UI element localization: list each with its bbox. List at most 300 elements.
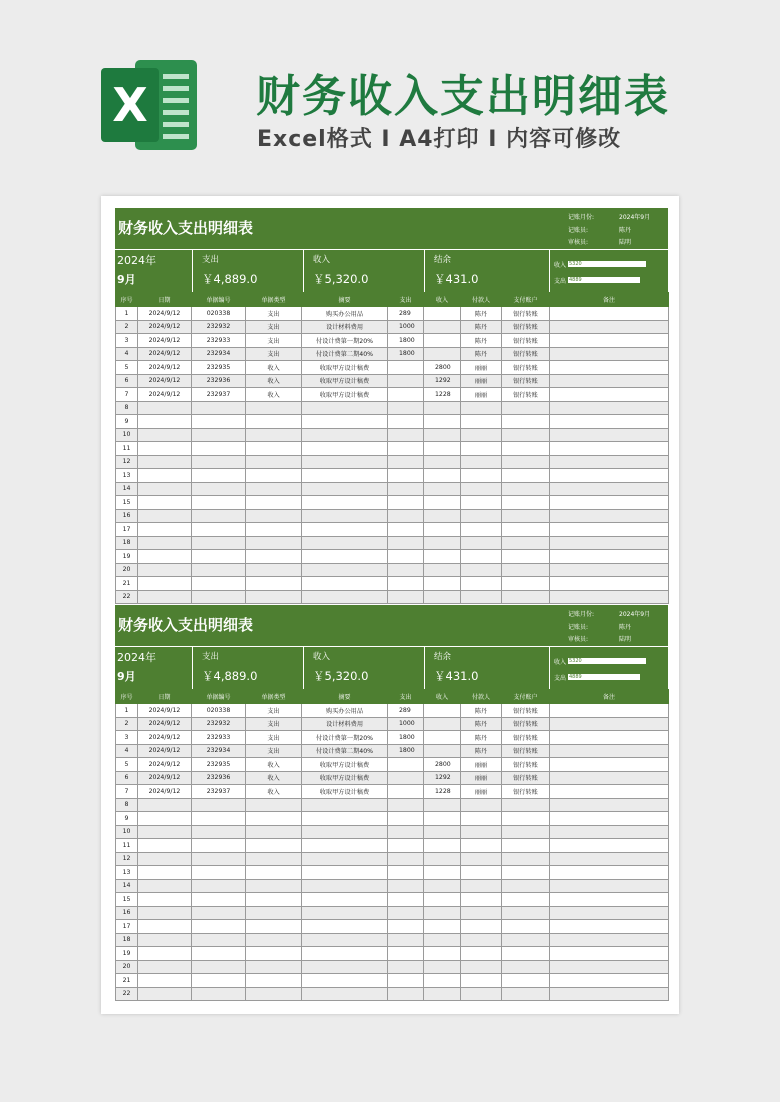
cell-date[interactable] [138,523,192,537]
cell-doc-no[interactable] [192,987,246,1001]
cell-income[interactable]: 2800 [424,361,461,375]
cell-doc-type[interactable]: 支出 [246,704,302,718]
cell-expense[interactable] [388,482,424,496]
cell-summary[interactable] [302,415,388,429]
cell-doc-no[interactable] [192,577,246,591]
cell-summary[interactable] [302,852,388,866]
cell-date[interactable]: 2024/9/12 [138,744,192,758]
cell-account[interactable] [502,906,550,920]
cell-expense[interactable] [388,577,424,591]
cell-note[interactable] [550,563,669,577]
cell-account[interactable] [502,469,550,483]
cell-seq[interactable]: 2 [116,320,138,334]
cell-account[interactable]: 银行转账 [502,307,550,321]
cell-account[interactable] [502,415,550,429]
cell-doc-type[interactable] [246,563,302,577]
cell-doc-type[interactable] [246,536,302,550]
cell-doc-type[interactable] [246,590,302,604]
cell-expense[interactable] [388,852,424,866]
cell-date[interactable] [138,893,192,907]
cell-date[interactable] [138,401,192,415]
cell-doc-type[interactable]: 支出 [246,347,302,361]
cell-account[interactable] [502,455,550,469]
cell-seq[interactable]: 18 [116,933,138,947]
cell-summary[interactable]: 付设计费第二期40% [302,347,388,361]
cell-income[interactable] [424,852,461,866]
cell-date[interactable] [138,469,192,483]
cell-payer[interactable] [461,987,502,1001]
cell-date[interactable]: 2024/9/12 [138,307,192,321]
cell-income[interactable] [424,590,461,604]
cell-seq[interactable]: 13 [116,866,138,880]
cell-payer[interactable] [461,933,502,947]
cell-seq[interactable]: 13 [116,469,138,483]
cell-doc-no[interactable] [192,812,246,826]
cell-summary[interactable]: 收取甲方设计稿费 [302,758,388,772]
cell-account[interactable]: 银行转账 [502,361,550,375]
cell-income[interactable] [424,717,461,731]
cell-seq[interactable]: 7 [116,785,138,799]
cell-expense[interactable]: 289 [388,307,424,321]
cell-doc-no[interactable]: 020338 [192,704,246,718]
cell-doc-type[interactable]: 收入 [246,361,302,375]
cell-doc-no[interactable] [192,825,246,839]
cell-expense[interactable] [388,798,424,812]
cell-date[interactable]: 2024/9/12 [138,374,192,388]
cell-doc-no[interactable]: 232932 [192,320,246,334]
cell-summary[interactable] [302,987,388,1001]
cell-doc-no[interactable]: 232935 [192,758,246,772]
cell-seq[interactable]: 10 [116,825,138,839]
cell-date[interactable] [138,550,192,564]
cell-doc-type[interactable]: 收入 [246,388,302,402]
cell-payer[interactable] [461,866,502,880]
cell-doc-no[interactable] [192,879,246,893]
cell-note[interactable] [550,744,669,758]
cell-doc-type[interactable]: 支出 [246,334,302,348]
cell-account[interactable] [502,947,550,961]
cell-summary[interactable] [302,798,388,812]
cell-payer[interactable] [461,893,502,907]
cell-summary[interactable] [302,442,388,456]
cell-income[interactable] [424,906,461,920]
cell-payer[interactable]: 丽丽 [461,771,502,785]
cell-payer[interactable] [461,455,502,469]
cell-seq[interactable]: 5 [116,361,138,375]
cell-date[interactable] [138,960,192,974]
cell-doc-type[interactable] [246,947,302,961]
cell-doc-type[interactable] [246,839,302,853]
cell-doc-type[interactable]: 收入 [246,785,302,799]
cell-doc-type[interactable]: 支出 [246,320,302,334]
cell-seq[interactable]: 17 [116,523,138,537]
cell-note[interactable] [550,509,669,523]
cell-summary[interactable] [302,563,388,577]
cell-doc-no[interactable] [192,482,246,496]
cell-doc-no[interactable] [192,550,246,564]
cell-summary[interactable] [302,879,388,893]
cell-income[interactable] [424,731,461,745]
cell-doc-type[interactable] [246,825,302,839]
cell-account[interactable]: 银行转账 [502,785,550,799]
cell-summary[interactable] [302,974,388,988]
cell-income[interactable]: 1292 [424,771,461,785]
cell-income[interactable] [424,320,461,334]
cell-doc-no[interactable] [192,947,246,961]
cell-income[interactable] [424,455,461,469]
cell-doc-no[interactable] [192,866,246,880]
cell-doc-no[interactable]: 232933 [192,334,246,348]
cell-expense[interactable] [388,974,424,988]
cell-expense[interactable] [388,785,424,799]
cell-account[interactable]: 银行转账 [502,758,550,772]
cell-payer[interactable] [461,536,502,550]
cell-doc-type[interactable]: 支出 [246,744,302,758]
cell-doc-no[interactable] [192,590,246,604]
cell-doc-no[interactable] [192,455,246,469]
cell-seq[interactable]: 20 [116,563,138,577]
cell-doc-no[interactable] [192,852,246,866]
cell-payer[interactable] [461,879,502,893]
cell-summary[interactable]: 付设计费第一期20% [302,334,388,348]
cell-note[interactable] [550,812,669,826]
cell-expense[interactable] [388,523,424,537]
cell-payer[interactable] [461,812,502,826]
cell-account[interactable] [502,974,550,988]
cell-seq[interactable]: 6 [116,771,138,785]
cell-seq[interactable]: 10 [116,428,138,442]
cell-expense[interactable] [388,469,424,483]
cell-summary[interactable] [302,825,388,839]
cell-account[interactable] [502,933,550,947]
cell-date[interactable] [138,509,192,523]
cell-note[interactable] [550,731,669,745]
cell-income[interactable]: 1292 [424,374,461,388]
cell-expense[interactable]: 1000 [388,717,424,731]
cell-account[interactable] [502,496,550,510]
cell-note[interactable] [550,496,669,510]
cell-doc-no[interactable]: 020338 [192,307,246,321]
cell-note[interactable] [550,839,669,853]
cell-income[interactable]: 1228 [424,785,461,799]
cell-account[interactable] [502,920,550,934]
cell-date[interactable] [138,987,192,1001]
cell-doc-type[interactable] [246,812,302,826]
cell-seq[interactable]: 19 [116,947,138,961]
cell-income[interactable] [424,428,461,442]
cell-seq[interactable]: 7 [116,388,138,402]
cell-note[interactable] [550,320,669,334]
cell-doc-type[interactable] [246,906,302,920]
cell-account[interactable] [502,482,550,496]
cell-summary[interactable] [302,523,388,537]
cell-income[interactable] [424,704,461,718]
cell-seq[interactable]: 3 [116,731,138,745]
cell-doc-type[interactable] [246,401,302,415]
cell-date[interactable]: 2024/9/12 [138,347,192,361]
cell-expense[interactable] [388,550,424,564]
cell-payer[interactable]: 陈丹 [461,320,502,334]
cell-doc-type[interactable] [246,469,302,483]
cell-doc-type[interactable] [246,920,302,934]
cell-date[interactable] [138,947,192,961]
cell-date[interactable] [138,428,192,442]
cell-doc-type[interactable] [246,415,302,429]
cell-payer[interactable] [461,550,502,564]
cell-seq[interactable]: 2 [116,717,138,731]
cell-date[interactable] [138,839,192,853]
cell-doc-type[interactable] [246,974,302,988]
cell-summary[interactable]: 收取甲方设计稿费 [302,374,388,388]
cell-doc-type[interactable] [246,428,302,442]
cell-note[interactable] [550,307,669,321]
cell-date[interactable] [138,590,192,604]
cell-date[interactable] [138,974,192,988]
cell-date[interactable]: 2024/9/12 [138,320,192,334]
cell-doc-no[interactable] [192,415,246,429]
cell-account[interactable] [502,550,550,564]
cell-date[interactable] [138,442,192,456]
cell-seq[interactable]: 17 [116,920,138,934]
cell-note[interactable] [550,866,669,880]
cell-summary[interactable] [302,960,388,974]
cell-income[interactable] [424,496,461,510]
cell-note[interactable] [550,798,669,812]
cell-account[interactable] [502,442,550,456]
cell-account[interactable]: 银行转账 [502,374,550,388]
cell-summary[interactable]: 付设计费第一期20% [302,731,388,745]
cell-note[interactable] [550,785,669,799]
cell-income[interactable] [424,744,461,758]
cell-doc-no[interactable] [192,933,246,947]
cell-payer[interactable] [461,469,502,483]
cell-doc-type[interactable] [246,933,302,947]
cell-note[interactable] [550,974,669,988]
cell-seq[interactable]: 4 [116,347,138,361]
cell-income[interactable] [424,987,461,1001]
cell-seq[interactable]: 16 [116,509,138,523]
cell-date[interactable] [138,536,192,550]
cell-note[interactable] [550,415,669,429]
cell-seq[interactable]: 9 [116,812,138,826]
cell-note[interactable] [550,758,669,772]
cell-note[interactable] [550,590,669,604]
cell-summary[interactable] [302,933,388,947]
cell-income[interactable] [424,812,461,826]
cell-expense[interactable] [388,812,424,826]
cell-payer[interactable] [461,482,502,496]
cell-expense[interactable] [388,960,424,974]
cell-income[interactable] [424,401,461,415]
cell-note[interactable] [550,704,669,718]
cell-expense[interactable] [388,866,424,880]
cell-doc-type[interactable]: 收入 [246,374,302,388]
cell-income[interactable] [424,509,461,523]
cell-note[interactable] [550,893,669,907]
cell-doc-type[interactable] [246,550,302,564]
cell-payer[interactable]: 陈丹 [461,347,502,361]
cell-expense[interactable] [388,536,424,550]
cell-doc-no[interactable] [192,974,246,988]
cell-account[interactable] [502,509,550,523]
cell-expense[interactable]: 1000 [388,320,424,334]
cell-expense[interactable] [388,947,424,961]
cell-date[interactable] [138,906,192,920]
cell-seq[interactable]: 11 [116,442,138,456]
cell-income[interactable] [424,536,461,550]
cell-income[interactable] [424,879,461,893]
cell-expense[interactable] [388,415,424,429]
cell-payer[interactable] [461,920,502,934]
cell-payer[interactable] [461,906,502,920]
cell-doc-no[interactable]: 232934 [192,347,246,361]
cell-doc-type[interactable] [246,960,302,974]
cell-summary[interactable] [302,866,388,880]
cell-note[interactable] [550,947,669,961]
cell-expense[interactable] [388,496,424,510]
cell-account[interactable]: 银行转账 [502,717,550,731]
cell-note[interactable] [550,523,669,537]
cell-income[interactable] [424,482,461,496]
cell-seq[interactable]: 20 [116,960,138,974]
cell-account[interactable]: 银行转账 [502,347,550,361]
cell-expense[interactable] [388,906,424,920]
cell-account[interactable] [502,536,550,550]
cell-note[interactable] [550,482,669,496]
cell-date[interactable]: 2024/9/12 [138,758,192,772]
cell-date[interactable] [138,415,192,429]
cell-income[interactable] [424,563,461,577]
cell-summary[interactable] [302,893,388,907]
cell-doc-no[interactable] [192,893,246,907]
cell-seq[interactable]: 14 [116,879,138,893]
cell-date[interactable] [138,577,192,591]
cell-payer[interactable] [461,852,502,866]
cell-income[interactable] [424,839,461,853]
cell-income[interactable] [424,798,461,812]
cell-date[interactable]: 2024/9/12 [138,717,192,731]
cell-expense[interactable] [388,825,424,839]
cell-summary[interactable]: 收取甲方设计稿费 [302,388,388,402]
cell-payer[interactable]: 丽丽 [461,374,502,388]
cell-summary[interactable]: 购买办公用品 [302,307,388,321]
cell-note[interactable] [550,771,669,785]
cell-doc-no[interactable]: 232937 [192,388,246,402]
cell-seq[interactable]: 6 [116,374,138,388]
cell-doc-no[interactable] [192,960,246,974]
cell-seq[interactable]: 12 [116,852,138,866]
cell-account[interactable] [502,893,550,907]
cell-summary[interactable] [302,536,388,550]
cell-income[interactable] [424,415,461,429]
cell-doc-no[interactable] [192,536,246,550]
cell-summary[interactable] [302,947,388,961]
cell-expense[interactable] [388,428,424,442]
cell-expense[interactable] [388,879,424,893]
cell-account[interactable]: 银行转账 [502,771,550,785]
cell-payer[interactable] [461,947,502,961]
cell-note[interactable] [550,825,669,839]
cell-payer[interactable] [461,798,502,812]
cell-payer[interactable]: 陈丹 [461,744,502,758]
cell-doc-no[interactable] [192,920,246,934]
cell-payer[interactable] [461,428,502,442]
cell-note[interactable] [550,361,669,375]
cell-summary[interactable] [302,550,388,564]
cell-account[interactable] [502,523,550,537]
cell-doc-no[interactable] [192,563,246,577]
cell-account[interactable] [502,852,550,866]
cell-income[interactable] [424,469,461,483]
cell-doc-type[interactable] [246,455,302,469]
cell-doc-no[interactable] [192,496,246,510]
cell-account[interactable] [502,866,550,880]
cell-note[interactable] [550,334,669,348]
cell-doc-type[interactable] [246,482,302,496]
cell-summary[interactable]: 购买办公用品 [302,704,388,718]
cell-income[interactable] [424,866,461,880]
cell-date[interactable]: 2024/9/12 [138,361,192,375]
cell-date[interactable]: 2024/9/12 [138,704,192,718]
cell-note[interactable] [550,933,669,947]
cell-seq[interactable]: 15 [116,893,138,907]
cell-seq[interactable]: 21 [116,577,138,591]
cell-income[interactable] [424,947,461,961]
cell-doc-no[interactable] [192,428,246,442]
cell-expense[interactable]: 1800 [388,347,424,361]
cell-doc-no[interactable] [192,401,246,415]
cell-doc-type[interactable] [246,496,302,510]
cell-expense[interactable]: 1800 [388,744,424,758]
cell-date[interactable] [138,455,192,469]
cell-seq[interactable]: 1 [116,704,138,718]
cell-seq[interactable]: 16 [116,906,138,920]
cell-expense[interactable] [388,839,424,853]
cell-payer[interactable]: 陈丹 [461,307,502,321]
cell-expense[interactable] [388,758,424,772]
cell-payer[interactable]: 丽丽 [461,361,502,375]
cell-doc-no[interactable]: 232936 [192,374,246,388]
cell-summary[interactable]: 设计材料费用 [302,717,388,731]
cell-payer[interactable] [461,401,502,415]
cell-doc-no[interactable] [192,839,246,853]
cell-summary[interactable] [302,401,388,415]
cell-expense[interactable] [388,563,424,577]
cell-payer[interactable]: 陈丹 [461,717,502,731]
cell-account[interactable] [502,401,550,415]
cell-note[interactable] [550,987,669,1001]
cell-income[interactable] [424,974,461,988]
cell-account[interactable] [502,428,550,442]
cell-note[interactable] [550,550,669,564]
cell-note[interactable] [550,455,669,469]
cell-account[interactable] [502,563,550,577]
cell-doc-no[interactable]: 232933 [192,731,246,745]
cell-income[interactable]: 2800 [424,758,461,772]
cell-seq[interactable]: 19 [116,550,138,564]
cell-note[interactable] [550,388,669,402]
cell-note[interactable] [550,960,669,974]
cell-summary[interactable]: 设计材料费用 [302,320,388,334]
cell-note[interactable] [550,852,669,866]
cell-payer[interactable] [461,563,502,577]
cell-doc-no[interactable]: 232932 [192,717,246,731]
cell-date[interactable] [138,866,192,880]
cell-doc-type[interactable] [246,879,302,893]
cell-income[interactable] [424,920,461,934]
cell-seq[interactable]: 14 [116,482,138,496]
cell-income[interactable] [424,523,461,537]
